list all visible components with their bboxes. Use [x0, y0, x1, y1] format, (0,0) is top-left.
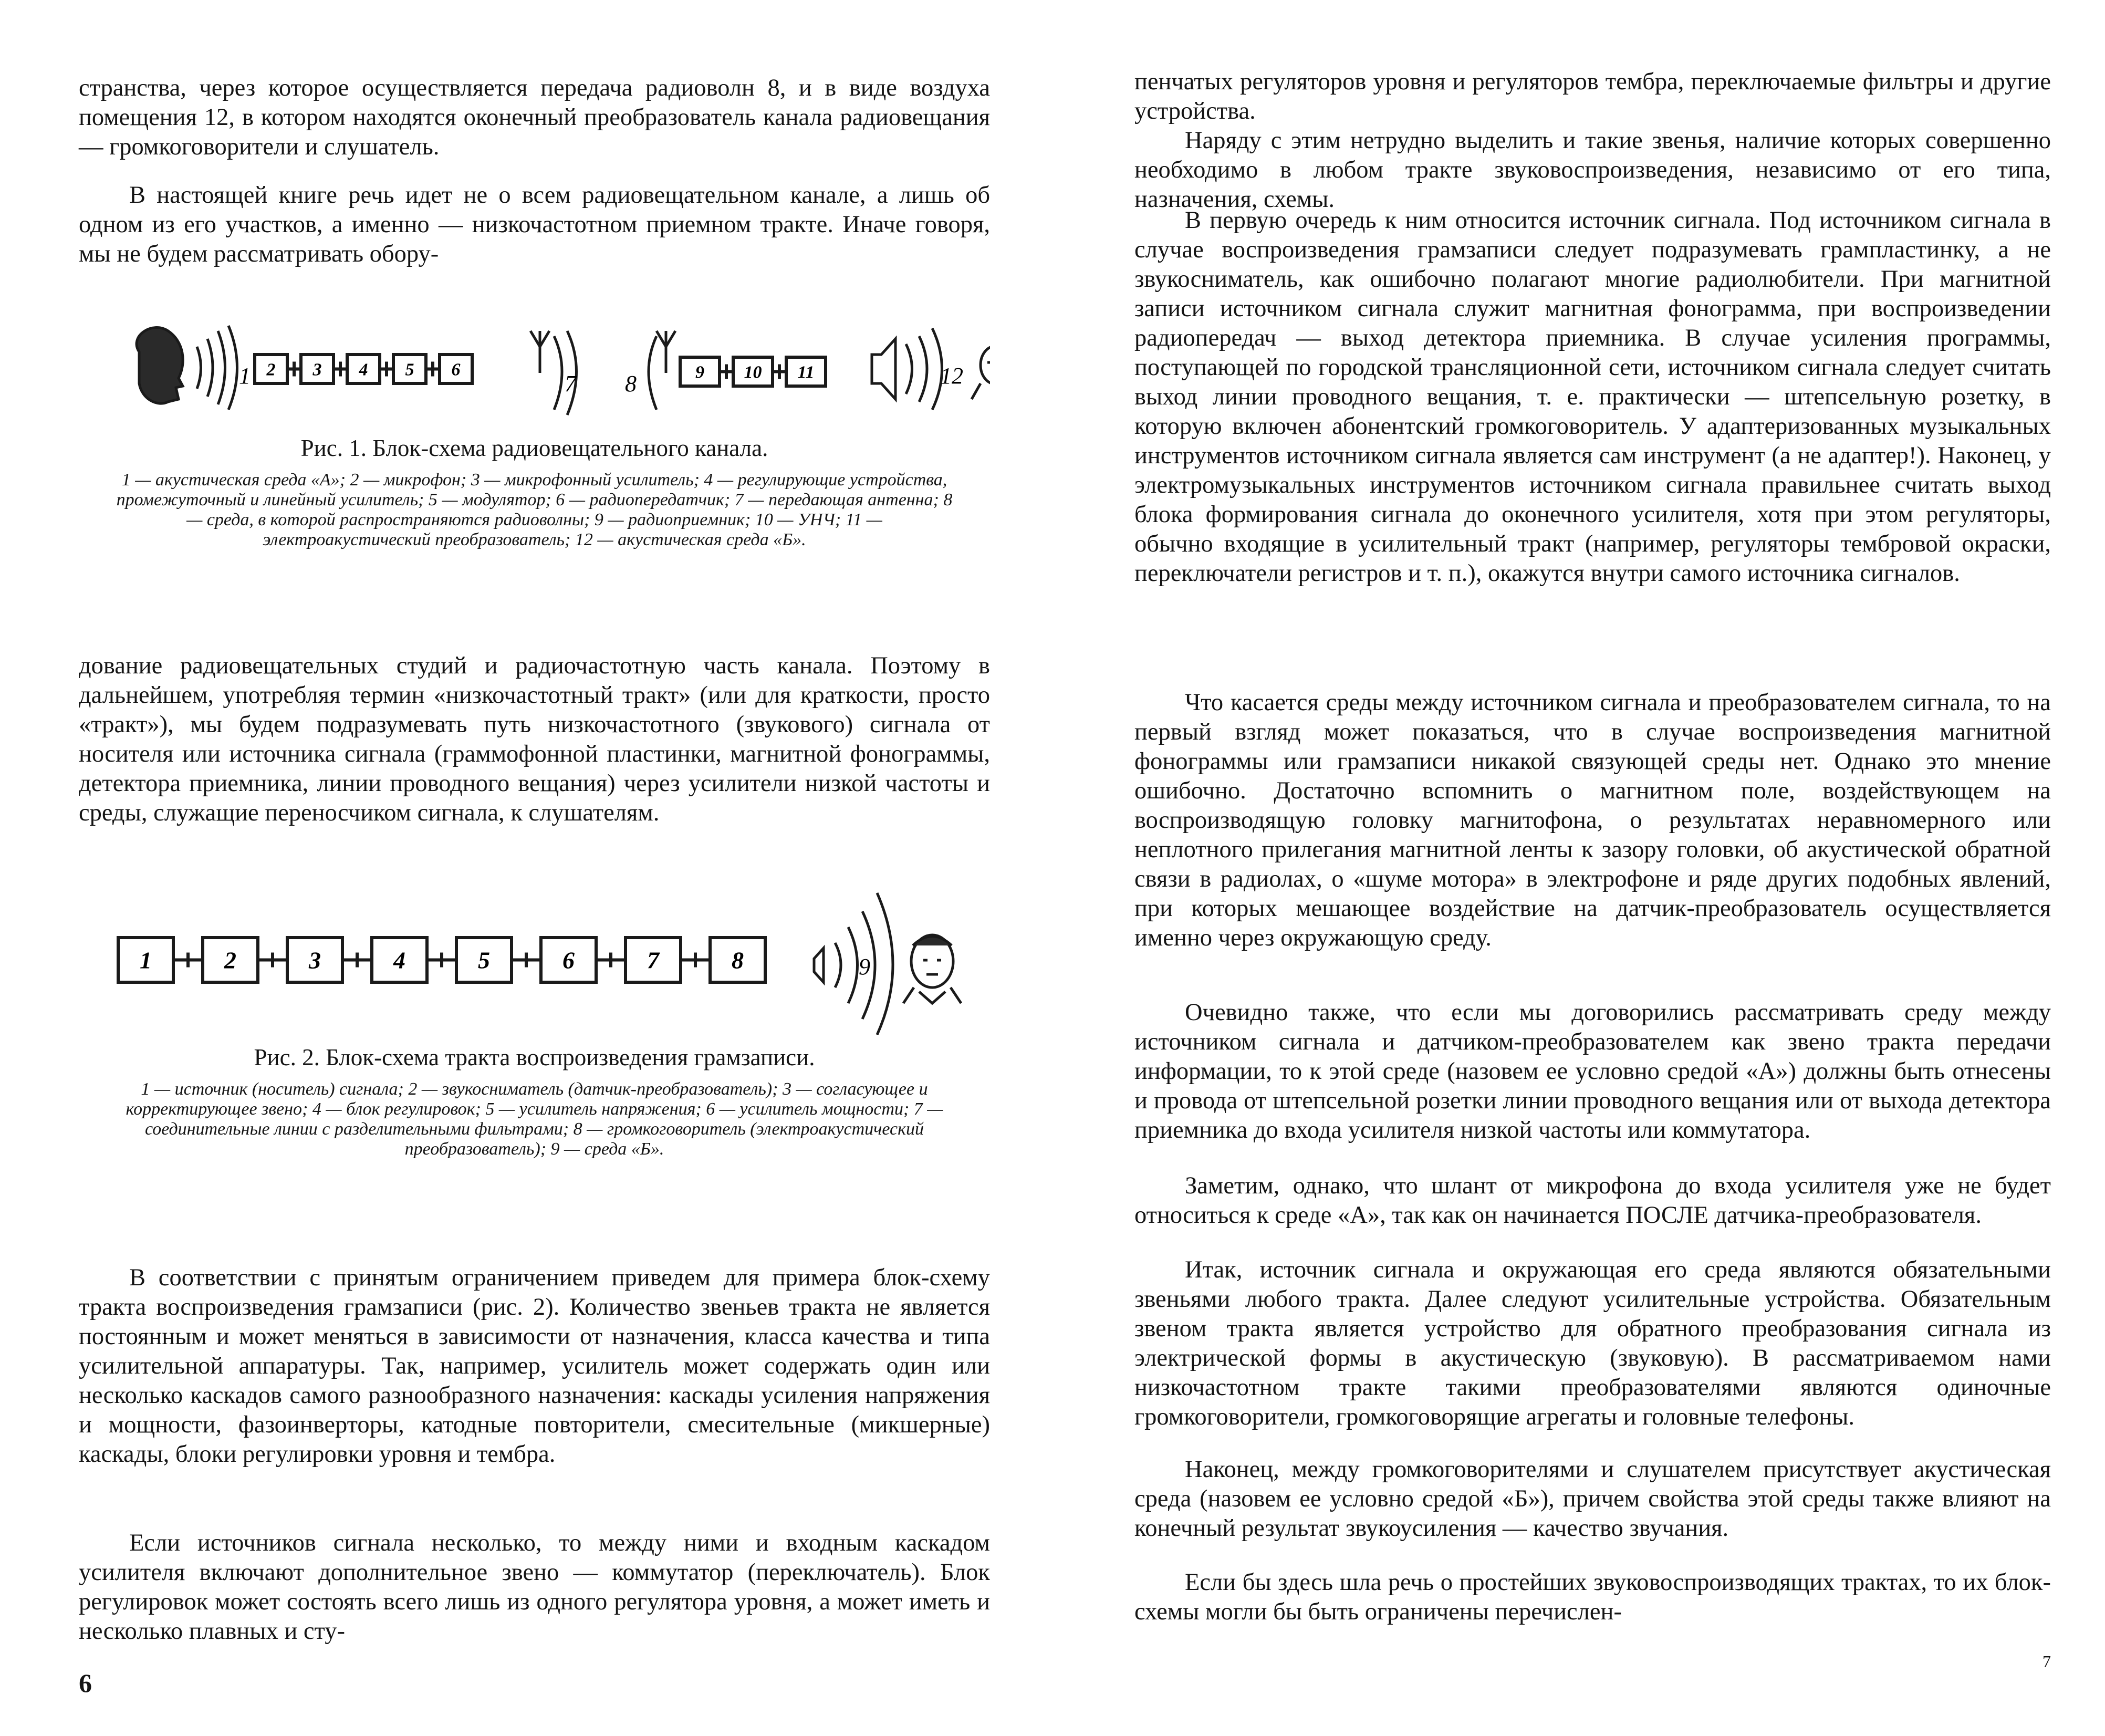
- listener-head-icon: [903, 935, 961, 1003]
- paragraph-obvious: Очевидно также, что если мы договорились рассматривать среду между источником сигнала и датчиком-преобразователем как звено тракта передачи информации, то к этой среде (назовем ее условно средой «А») должны быть отнесены и провода от штепсельной розетки линии проводного вещания или от выхода детектора приемника до входа усилителя низкой частоты или коммутатора.: [1134, 999, 2051, 1144]
- figure-1-diagram: [79, 299, 990, 431]
- fig1-label: 7: [565, 371, 576, 397]
- fig1-chain-receive: [680, 357, 826, 386]
- figure-1-legend: 1 — акустическая среда «А»; 2 — микрофон; 3 — микрофонный усилитель; 4 — регулирующие устройства, промежуточный и линейный усилитель; 5 — модулятор; 6 — радиопередатчик; 7 — передающая антенна; 8 — среда, в которой распространяются радиоволны; 9 — радиоприемник; 10 — УНЧ; 11 — электроакустический преобразователь; 12 — акустическая среда «Б».: [116, 470, 953, 549]
- fig1-block-label: 2: [266, 360, 276, 380]
- fig2-block-label: 3: [309, 947, 321, 974]
- fig2-label: 9: [859, 954, 870, 980]
- paragraph-links: Наряду с этим нетрудно выделить и такие звенья, наличие которых совершенно необходимо в любом тракте звуковоспроизведения, независимо от его типа, назначения, схемы.: [1134, 127, 2051, 213]
- fig1-label: 1: [239, 363, 251, 389]
- fig1-label: 8: [625, 371, 637, 397]
- fig1-block-label: 4: [359, 360, 368, 380]
- fig2-block-label: 2: [224, 947, 236, 974]
- figure-2-legend: 1 — источник (носитель) сигнала; 2 — звукосниматель (датчик-преобразователь); 3 — согласующее и корректирующее звено; 4 — блок регулировок; 5 — усилитель напряжения; 6 — усилитель мощности; 7 — соединительные линии с разделительными фильтрами; 8 — громкоговоритель (электроакустический преобразователь); 9 — среда «Б».: [126, 1079, 943, 1159]
- fig2-block-label: 6: [562, 947, 575, 974]
- listener-head-icon: [972, 346, 990, 399]
- fig1-waves-right: [906, 328, 942, 410]
- paragraph-finally: Наконец, между громкоговорителями и слушателем присутствует акустическая среда (назовем ее условно средой «Б»), причем свойства этой среды также влияют на конечный результат звукоусиления — качество звучания.: [1134, 1456, 2051, 1542]
- figure-2: [79, 877, 990, 1159]
- fig2-block-label: 7: [647, 947, 659, 974]
- paragraph-continued: пенчатых регуляторов уровня и регуляторов тембра, переключаемые фильтры и другие устройства.: [1134, 68, 2051, 124]
- fig2-block-label: 5: [478, 947, 490, 974]
- fig2-chain: [118, 938, 765, 982]
- paragraph-intro: странства, через которое осуществляется передача радиоволн 8, и в виде воздуха помещения 12, в котором находятся оконечный преобразователь канала радиовещания — громкоговорители и слушатель.: [79, 75, 990, 160]
- paragraph-after-fig1: дование радиовещательных студий и радиочастотную часть канала. Поэтому в дальнейшем, употребляя термин «низкочастотный тракт» (или для краткости, просто «тракт»), мы будем подразумевать путь низкочастотного (звукового) сигнала от носителя или источника сигнала (граммофонной пластинки, магнитной фонограммы, детектора приемника, линии проводного вещания) через усилители низкой частоты и среды, служащие переносчиком сигнала, к слушателям.: [79, 652, 990, 826]
- right-page: [1134, 0, 2051, 1736]
- figure-2-diagram: [79, 877, 990, 1035]
- fig1-block-label: 6: [451, 360, 461, 380]
- fig1-block-label: 11: [797, 362, 815, 382]
- figure-1-caption: Рис. 1. Блок-схема радиовещательного канала.: [300, 435, 768, 461]
- loudspeaker-icon: [872, 339, 895, 399]
- speaker-head-icon: [137, 328, 183, 404]
- paragraph-medium: Что касается среды между источником сигнала и преобразователем сигнала, то на первый взгляд может показаться, что в случае воспроизведения магнитной фонограммы или грамзаписи никакой связующей среды нет. Однако это мнение ошибочно. Достаточно вспомнить о магнитном поле, воздействующем на воспроизводящую головку магнитофона, о результатах неравномерного или неплотного прилегания магнитной ленты к зазору головки, об акустической обратной связи в радиолах, о «шуме мотора» в электрофоне и ряде других подобных явлений, при которых мешающее воздействие на датчик-преобразователь осуществляется именно через окружающую среду.: [1134, 689, 2051, 951]
- fig2-block-label: 4: [393, 947, 405, 974]
- fig2-block-label: 8: [732, 947, 744, 974]
- paragraph-signal-source: В первую очередь к ним относится источник сигнала. Под источником сигнала в случае воспроизведения грамзаписи следует подразумевать грампластинку, а не звукосниматель, как ошибочно полагают многие радиолюбители. При магнитной записи источником сигнала служит магнитная фонограмма, при воспроизведении радиопередач — выход детектора приемника. В случае усиления программы, поступающей по городской трансляционной сети, источником сигнала следует считать выход линии проводного вещания, т. е. практически — штепсельную розетку, в которую включен абонентский громкоговоритель. У адаптеризованных музыкальных инструментов источником сигнала является сам инструмент (а не адаптер!). Наконец, у электромузыкальных инструментов источником сигнала правильнее считать выход блока формирования сигнала до оконечного усилителя, хотя при этом регуляторы, обычно входящие в усилительный тракт (например, регуляторы тембровой окраски, переключатели регистров и т. п.), окажутся внутри самого источника сигналов.: [1134, 207, 2051, 587]
- fig1-chain-transmit: [255, 355, 472, 383]
- loudspeaker-icon: [814, 948, 824, 982]
- left-page: [79, 0, 990, 1736]
- paragraph-last: Если бы здесь шла речь о простейших звуковоспроизводящих трактах, то их блок-схемы могли бы быть ограничены перечислен-: [1134, 1569, 2051, 1625]
- fig1-block-label: 3: [312, 360, 322, 380]
- antenna-icon: [656, 331, 675, 373]
- antenna-icon: [530, 331, 549, 373]
- paragraph-note: Заметим, однако, что шлант от микрофона до входа усилителя уже не будет относиться к среде «А», так как он начинается ПОСЛЕ датчика-преобразователя.: [1134, 1172, 2051, 1229]
- fig1-block-label: 5: [405, 360, 414, 380]
- fig1-block-label: 9: [695, 362, 704, 382]
- figure-1: [79, 299, 990, 550]
- fig1-waves-left: [197, 326, 237, 410]
- paragraph-thus: Итак, источник сигнала и окружающая его среда являются обязательными звеньями любого тракта. Далее следуют усилительные устройства. Обязательным звеном тракта является устройство для обратного преобразования сигнала из электрической формы в акустическую (звуковую). В рассматриваемом нами низкочастотном тракте такими преобразователями являются одиночные громкоговорители, громкоговорящие агрегаты и головные телефоны.: [1134, 1256, 2051, 1430]
- fig2-block-label: 1: [140, 947, 152, 974]
- paragraph-accordance: В соответствии с принятым ограничением приведем для примера блок-схему тракта воспроизведения грамзаписи (рис. 2). Количество звеньев тракта не является постоянным и может меняться в зависимости от назначения, класса качества и типа усилительной аппаратуры. Так, например, усилитель может содержать один или несколько каскадов самого разнообразного назначения: каскады усиления напряжения и мощности, фазоинверторы, катодные повторители, смесительные (микшерные) каскады, блоки регулировки уровня и тембра.: [79, 1264, 990, 1468]
- figure-2-caption: Рис. 2. Блок-схема тракта воспроизведения грамзаписи.: [254, 1044, 815, 1070]
- paragraph-sources: Если источников сигнала несколько, то между ними и входным каскадом усилителя включают дополнительное звено — коммутатор (переключатель). Блок регулировок может состоять всего лишь из одного регулятора уровня, а может иметь и несколько плавных и сту-: [79, 1530, 990, 1645]
- page-number: 7: [2043, 1652, 2051, 1671]
- fig1-block-label: 10: [744, 362, 762, 382]
- fig1-label: 12: [940, 363, 963, 389]
- paragraph-book-scope: В настоящей книге речь идет не о всем радиовещательном канале, а лишь об одном из его участков, а именно — низкочастотном приемном тракте. Иначе говоря, мы не будем рассматривать обору-: [79, 182, 990, 267]
- page-number: 6: [79, 1668, 92, 1698]
